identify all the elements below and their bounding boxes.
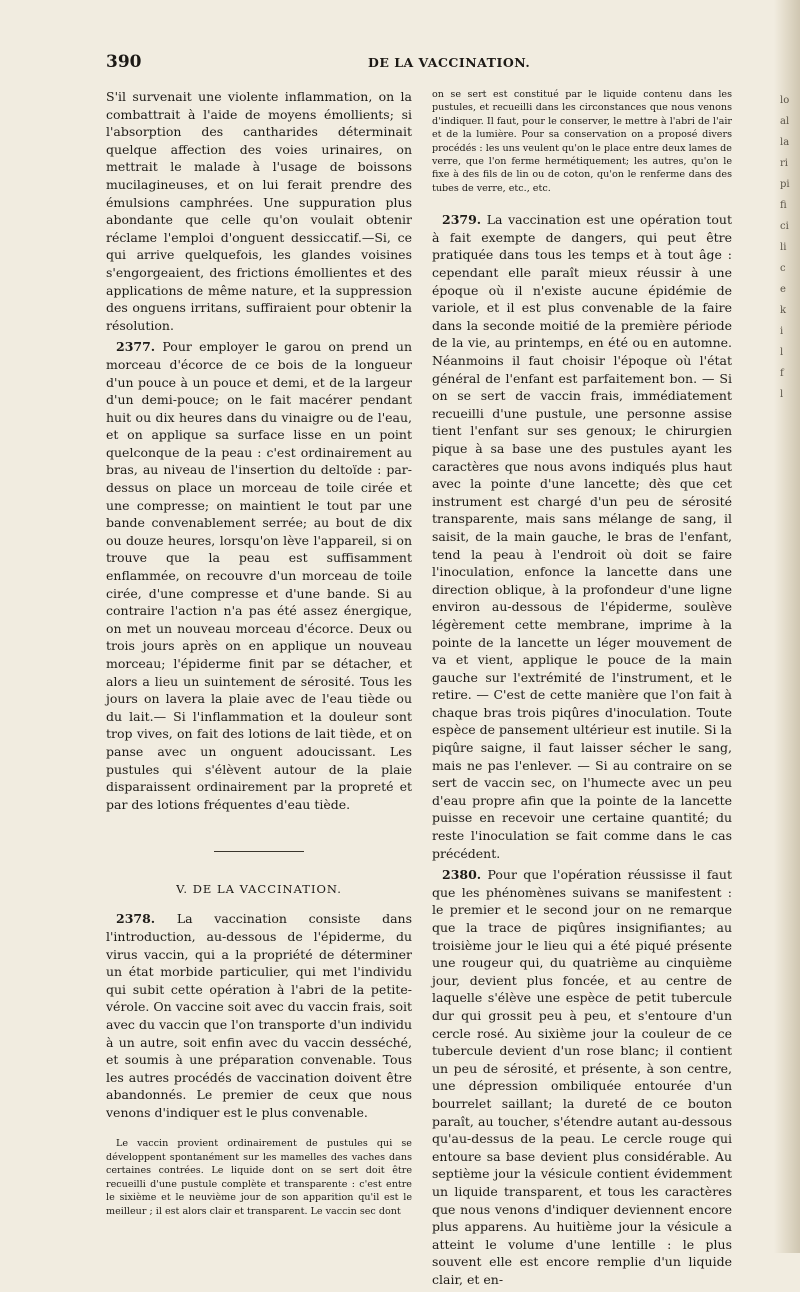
paragraph-text: La vaccination consiste dans l'introduction, au-dessous de l'épiderme, du virus vaccin, qui a la propriété de déterminer un état morbide particulier, qui met l'individu qui subit cette opération à l'abri de la petite-vérole. On vaccine soit avec du vaccin frais, soit avec du vaccin que l'on transporte d'un individu à un autre, soit enfin avec du vaccin desséché, et soumis à une préparation convenable. Tous les autres procédés de vaccination doivent être abandonnés. Le premier de ceux que nous venons d'indiquer est le plus convenable. bbox=[106, 911, 412, 1120]
footnote-vaccin: Le vaccin provient ordinairement de pustules qui se développent spontanément sur les mamelles des vaches dans certaines contrées. Le liquide dont on se sert doit être recueilli d'une pustule complète et transparente : c'est entre le sixième et le neuvième jour de son apparition qu'il est le meilleur ; il est alors clair et transparent. Le vaccin sec dont bbox=[106, 1138, 412, 1217]
paragraph-text: La vaccination est une opération tout à fait exempte de dangers, qui peut être pratiquée dans tous les temps et à tout âge : cependant elle paraît mieux réussir à une époque où il n'existe aucune épidémie de variole, et il est plus convenable de la faire dans la seconde moitié de la première période de la vie, au printemps, en été ou en automne. Néanmoins il faut choisir l'époque où l'état général de l'enfant est parfaitement bon. — Si on se sert de vaccin frais, immédiatement recueilli d'une pustule, une personne assise tient l'enfant sur ses genoux; le chirurgien pique à sa base une des pustules ayant les caractères que nous avons indiqués plus haut avec la pointe d'une lancette; dès que cet instrument est chargé d'un peu de sérosité transparente, mais sans mélange de sang, il saisit, de la main gauche, le bras de l'enfant, tend la peau à l'endroit où doit se faire l'inoculation, enfonce la lancette dans une direction oblique, à la profondeur d'une ligne environ au-dessous de l'épiderme, soulève légèrement cette membrane, imprime à la pointe de la lancette un léger mouvement de va et vient, applique le pouce de la main gauche sur l'extrémité de l'instrument, et le retire. — C'est de cette manière que l'on fait à chaque bras trois piqûres d'inoculation. Toute espèce de pansement ultérieur est inutile. Si la piqûre saigne, il faut laisser sécher le sang, mais ne pas l'enlever. — Si au contraire on se sert de vaccin sec, on l'humecte avec un peu d'eau propre afin que la pointe de la lancette puisse en recevoir une certaine quantité; du reste l'inoculation se fait comme dans le cas précédent. bbox=[432, 212, 732, 861]
section-title: V. DE LA VACCINATION. bbox=[176, 882, 342, 897]
paragraph-text: Pour employer le garou on prend un morceau d'écorce de ce bois de la longueur d'un pouce à un pouce et demi, et de la largeur d'un demi-pouce; on le fait macérer pendant huit ou dix heures dans du vinaigre ou de l'eau, et on applique sa surface lisse en un point quelconque de la peau : c'est ordinairement au bras, au niveau de l'insertion du deltoïde : par-dessus on place un morceau de toile cirée et une compresse; on maintient le tout par une bande convenablement serrée; au bout de dix ou douze heures, lorsqu'on lève l'appareil, si on trouve que la peau est suffisamment enflammée, on recouvre d'un morceau de toile cirée, d'une compresse et d'une bande. Si au contraire l'action n'a pas été assez énergique, on met un nouveau morceau d'écorce. Deux ou trois jours après on en applique un nouveau morceau; l'épiderme finit par se détacher, et alors a lieu un suintement de sérosité. Tous les jours on lavera la plaie avec de l'eau tiède ou du lait.— Si l'inflammation et la douleur sont trop vives, on fait des lotions de lait tiède, et on panse avec un onguent adoucissant. Les pustules qui s'élèvent autour de la plaie disparaissent ordinairement par la propreté et par des lotions fréquentes d'eau tiède. bbox=[106, 339, 412, 812]
paragraph-2378 bbox=[106, 910, 412, 1121]
edge-mark: e bbox=[780, 284, 786, 295]
paragraph-2377 bbox=[106, 338, 412, 813]
edge-mark: fi bbox=[780, 200, 787, 211]
paragraph-2380 bbox=[432, 866, 732, 1288]
running-title: DE LA VACCINATION. bbox=[368, 55, 531, 70]
edge-mark: ri bbox=[780, 158, 788, 169]
edge-mark: c bbox=[780, 263, 786, 274]
edge-mark: lo bbox=[780, 95, 790, 106]
edge-mark: la bbox=[780, 137, 790, 148]
paragraph-inflammation: S'il survenait une violente inflammation, on la combattrait à l'aide de moyens émollients; si l'absorption des cantharides déterminait quelque affection des voies urinaires, on mettrait le malade à l'usage de boissons mucilagineuses, et on lui ferait prendre des émulsions camphrées. Une suppuration plus abondante que celle qu'on voulait obtenir réclame l'emploi d'onguent dessiccatif.—Si, ce qui arrive quelquefois, les glandes voisines s'engorgeaient, des frictions émollientes et des applications de même nature, et la suppression des onguens irritans, suffiraient pour obtenir la résolution. bbox=[106, 89, 412, 333]
paragraph-number: 2377. bbox=[116, 339, 156, 355]
paragraph-text: Pour que l'opération réussisse il faut que les phénomènes suivans se manifestent : le premier et le second jour on ne remarque que la trace de piqûres insignifiantes; au troisième jour le lieu qui a été piqué présente une rougeur qui, du quatrième au cinquième jour, devient plus foncée, et au centre de laquelle s'élève une espèce de petit tubercule dur qui grossit peu à peu, et s'entoure d'un cercle rosé. Au sixième jour la couleur de ce tubercule devient d'un rose blanc; il contient un peu de sérosité, et présente, à son centre, une dépression ombiliquée entourée d'un bourrelet saillant; la dureté de ce bouton paraît, au toucher, s'étendre autant au-dessous qu'au-dessus de la peau. Le cercle rouge qui entoure sa base devient plus considérable. Au septième jour la vésicule contient évidemment un liquide transparent, et tous les caractères que nous venons d'indiquer deviennent encore plus apparens. Au huitième jour la vésicule a atteint le volume d'une lentille : le plus souvent elle est encore remplie d'un liquide clair, et en- bbox=[432, 867, 732, 1287]
paragraph-2379 bbox=[432, 211, 732, 862]
paragraph-number: 2378. bbox=[116, 911, 156, 927]
edge-mark: i bbox=[780, 326, 784, 337]
edge-mark: l bbox=[780, 389, 784, 400]
edge-mark: al bbox=[780, 116, 790, 127]
facing-page-edge bbox=[774, 0, 800, 1253]
page-number: 390 bbox=[106, 52, 142, 72]
edge-mark: li bbox=[780, 242, 787, 253]
right-column bbox=[432, 88, 732, 1292]
footnote-continuation: on se sert est constitué par le liquide contenu dans les pustules, et recueilli dans les circonstances que nous venons d'indiquer. Il faut, pour le conserver, le mettre à l'abri de l'air et de la lumière. Pour sa conservation on a proposé divers procédés : les uns veulent qu'on le place entre deux lames de verre, que l'on ferme hermétiquement; les autres, qu'on le fixe à des fils de lin ou de coton, qu'on le renferme dans des tubes de verre, etc., etc. bbox=[432, 89, 732, 194]
edge-mark: f bbox=[780, 368, 784, 379]
left-column bbox=[106, 88, 412, 1222]
page-header bbox=[106, 52, 726, 76]
facing-page-letters bbox=[780, 90, 798, 405]
edge-mark: l bbox=[780, 347, 784, 358]
edge-mark: k bbox=[780, 305, 787, 316]
paragraph-number: 2380. bbox=[442, 867, 482, 883]
section-divider bbox=[214, 851, 304, 852]
paragraph-number: 2379. bbox=[442, 212, 482, 228]
edge-mark: ci bbox=[780, 221, 789, 232]
edge-mark: pi bbox=[780, 179, 790, 190]
